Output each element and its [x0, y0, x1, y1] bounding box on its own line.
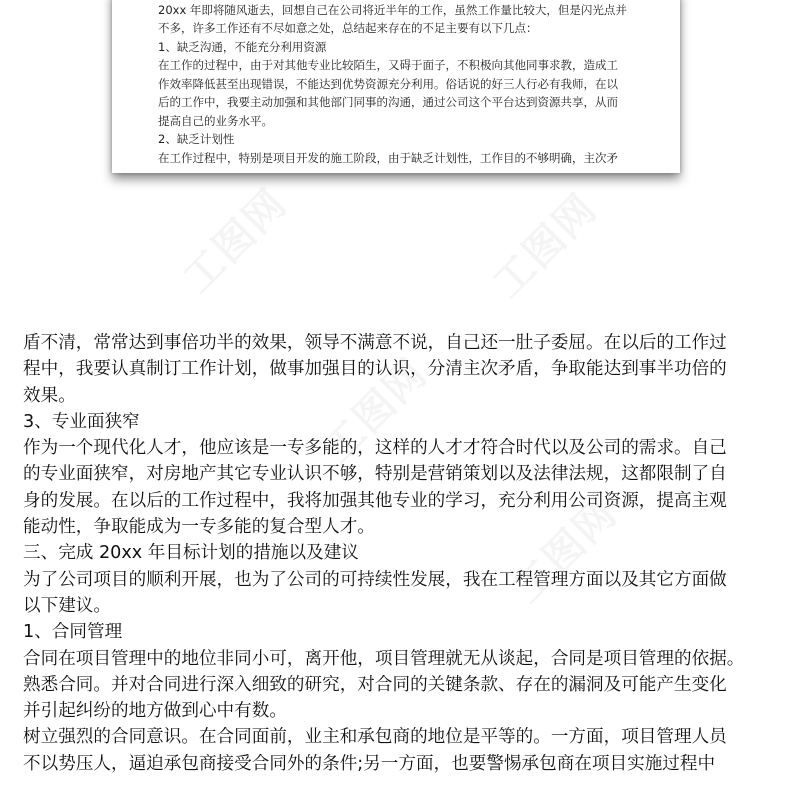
document-page-preview [112, 0, 680, 173]
body-line: 能动性，争取能成为一专多能的复合型人才。 [23, 517, 375, 538]
body-line: 作为一个现代化人才，他应该是一专多能的，这样的人才才符合时代以及公司的需求。自己 [23, 438, 727, 459]
body-line: 的专业面狭窄，对房地产其它专业认识不够，特别是营销策划以及法律法规，这都限制了自 [23, 464, 727, 485]
page-line: 在工作的过程中，由于对其他专业比较陌生，又碍于面子，不积极向其他同事求教，造成工 [158, 58, 618, 72]
body-line: 以下建议。 [23, 595, 111, 616]
body-line: 合同在项目管理中的地位非同小可，离开他，项目管理就无从谈起，合同是项目管理的依据。 [23, 648, 745, 669]
body-line: 盾不清，常常达到事倍功半的效果，领导不满意不说，自己还一肚子委屈。在以后的工作过 [23, 333, 727, 353]
body-line: 不以势压人，逼迫承包商接受合同外的条件;另一方面，也要警惕承包商在项目实施过程中 [23, 753, 716, 774]
page-line: 后的工作中，我要主动加强和其他部门同事的沟通，通过公司这个平台达到资源共享，从而 [158, 95, 618, 109]
section-heading: 1、合同管理 [23, 622, 123, 643]
body-line: 身的发展。在以后的工作过程中，我将加强其他专业的学习，充分利用公司资源，提高主观 [23, 490, 727, 511]
watermark: 工图网 [174, 180, 297, 302]
page-line: 不多，许多工作还有不尽如意之处，总结起来存在的不足主要有以下几点： [158, 21, 538, 35]
page-line: 20xx 年即将随风逝去，回想自己在公司将近半年的工作，虽然工作量比较大，但是闪光点并 [158, 2, 627, 17]
watermark: 工图网 [504, 490, 627, 612]
body-line: 程中，我要认真制订工作计划，做事加强目的认识，分清主次矛盾，争取能达到事半功倍的 [23, 359, 727, 380]
page-line: 提高自己的业务水平。 [158, 113, 273, 128]
body-line: 树立强烈的合同意识。在合同面前，业主和承包商的地位是平等的。一方面，项目管理人员 [23, 727, 727, 748]
page-preview-text [158, 0, 638, 167]
section-heading: 3、专业面狭窄 [23, 411, 140, 432]
section-heading: 三、完成 20xx 年目标计划的措施以及建议 [23, 543, 359, 564]
body-line: 熟悉合同。并对合同进行深入细致的研究，对合同的关键条款、存在的漏洞及可能产生变化 [23, 674, 727, 695]
page-line: 2、缺乏计划性 [158, 132, 235, 146]
page-line: 在工作过程中，特别是项目开发的施工阶段，由于缺乏计划性，工作目的不够明确，主次矛 [158, 150, 618, 165]
watermark: 工图网 [314, 350, 437, 472]
page-line: 作效率降低甚至出现错误，不能达到优势资源充分利用。俗话说的好三人行必有我师，在以 [158, 76, 618, 91]
watermark: 工图网 [484, 185, 607, 307]
body-line: 并引起纠纷的地方做到心中有数。 [23, 701, 287, 722]
document-body [23, 330, 785, 777]
page-line: 1、缺乏沟通，不能充分利用资源 [158, 39, 327, 54]
body-line: 为了公司项目的顺利开展，也为了公司的可持续性发展，我在工程管理方面以及其它方面做 [23, 569, 727, 590]
body-line: 效果。 [23, 385, 76, 406]
